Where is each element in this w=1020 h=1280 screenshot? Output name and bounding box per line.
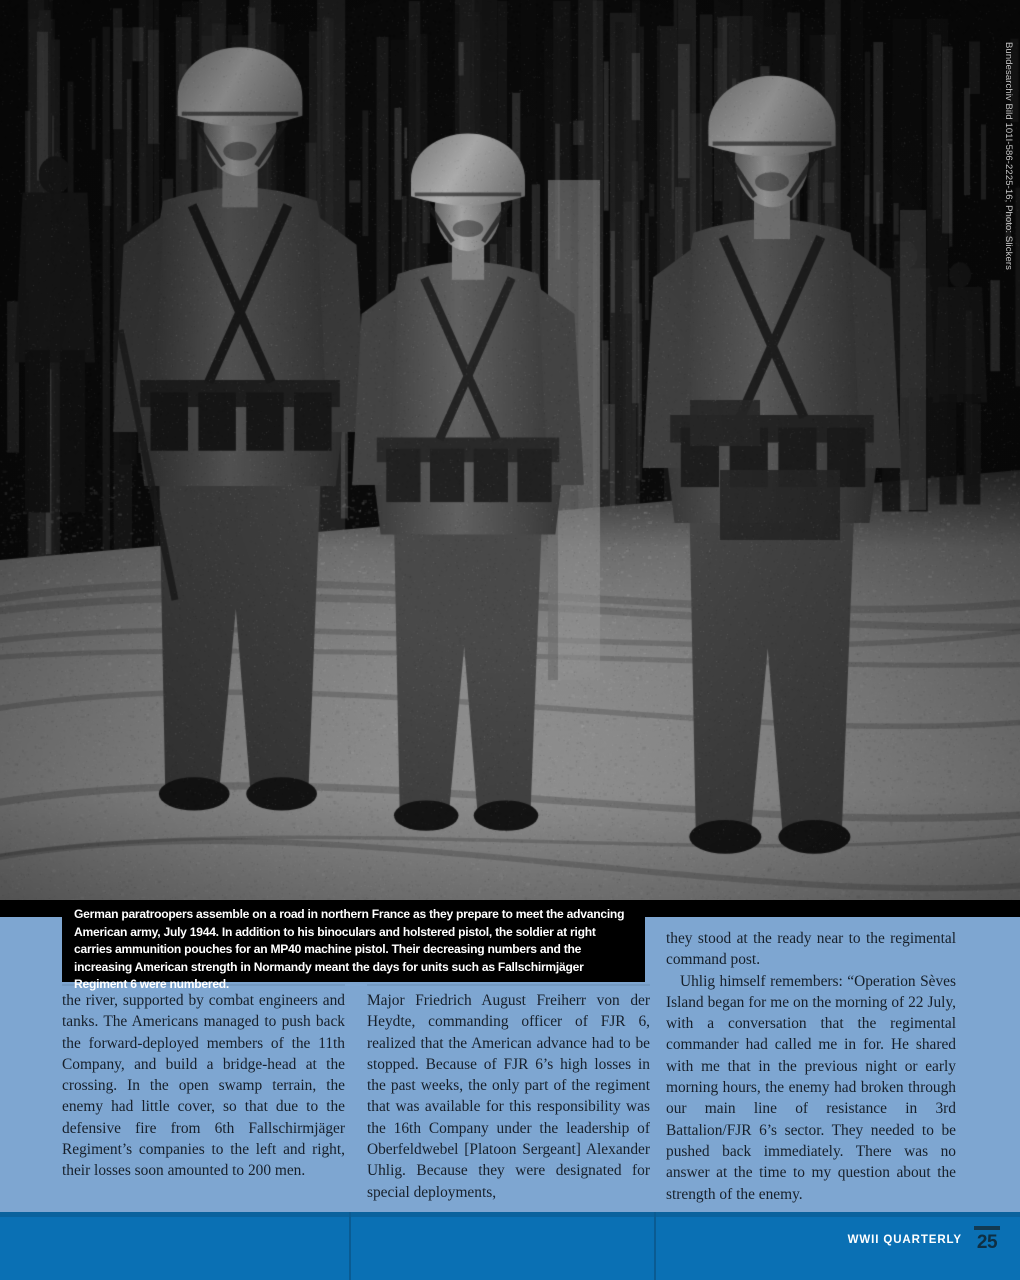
body-column-1 — [62, 990, 345, 1182]
paragraph: Major Friedrich August Freiherr von der Heydte, commanding officer of FJR 6, realized that the American advance had to be stopped. Because of FJR 6’s high losses in the past weeks, the only part of the regiment that was available for this responsibility was the 16th Company under the leadership of Oberfeldwebel [Platoon Sergeant] Alexander Uhlig. Because they were designated for special deployments, — [367, 992, 650, 1201]
paragraph: the river, supported by combat engineers and tanks. The Americans managed to push back the forward-deployed members of the 11th Company, and build a bridge-head at the crossing. In the open swamp terrain, the enemy had little cover, so that due to the defensive fire from 6th Fallschirmjäger Regiment’s companies to the left and right, their losses soon amounted to 200 men. — [62, 992, 345, 1180]
photo-caption-text: German paratroopers assemble on a road in northern France as they prepare to meet the advancing American army, July 1944. In addition to his binoculars and holstered pistol, the soldier at right carries ammunition pouches for an MP40 machine pistol. Their decreasing numbers and the increasing American strength in Normandy meant the days for units such as Fallschirmjäger Regiment 6 were numbered. — [74, 907, 625, 992]
paragraph: Uhlig himself remembers: “Operation Sèves Island began for me on the morning of 22 July, with a conversation that the regimental commander had called me in for. He shared with me that in the previous night or early morning hours, the enemy had broken through our main line of resistance in 3rd Battalion/FJR 6’s sector. They needed to be pushed back immediately. There was no answer at the time to my question about the strength of the enemy. — [666, 972, 956, 1203]
footer-brand-text: WWII QUARTERLY — [847, 1234, 962, 1246]
footer-divider-2 — [654, 1212, 656, 1280]
folio-rule — [974, 1226, 1000, 1230]
page-number: 25 — [976, 1232, 998, 1253]
photo-caption-box — [62, 900, 645, 992]
footer-divider-1 — [349, 1212, 351, 1280]
footer-top-shade — [0, 1212, 1020, 1217]
paragraph: they stood at the ready near to the regimental command post. — [666, 930, 956, 969]
body-text-columns — [62, 0, 959, 1203]
photo-credit-text: Bundesarchiv Bild 101I-586-2225-16; Photo: Slickers — [1003, 42, 1014, 270]
page-footer — [0, 1212, 1020, 1280]
body-column-3 — [666, 928, 956, 1205]
body-column-2 — [367, 990, 650, 1203]
